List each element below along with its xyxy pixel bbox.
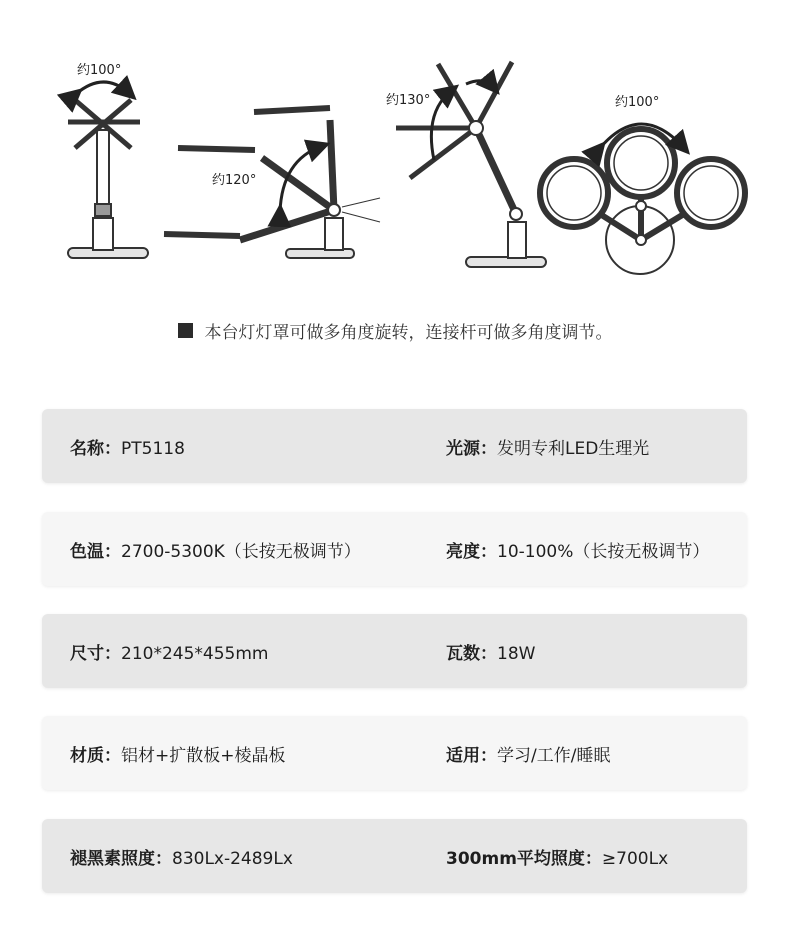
angle-label-4: 约100° bbox=[615, 95, 660, 110]
spec-right-cell: 瓦数：18W bbox=[446, 643, 536, 664]
feature-caption bbox=[0, 318, 790, 343]
spec-left-cell: 名称：PT5118 bbox=[70, 438, 185, 459]
spec-row-color-temperature bbox=[42, 512, 747, 586]
spec-right-cell: 光源：发明专利LED生理光 bbox=[446, 438, 650, 459]
caption-text: 本台灯灯罩可做多角度旋转，连接杆可做多角度调节。 bbox=[204, 323, 613, 343]
spec-row-material bbox=[42, 716, 747, 790]
spec-left-cell: 褪黑素照度：830Lx-2489Lx bbox=[70, 848, 293, 869]
spec-right-cell: 300mm平均照度：≥700Lx bbox=[446, 848, 669, 869]
angle-label-3: 约130° bbox=[386, 93, 431, 108]
bullet-square-icon bbox=[178, 323, 193, 338]
diagram-canvas bbox=[0, 0, 790, 290]
spec-left-cell: 尺寸：210*245*455mm bbox=[70, 643, 269, 664]
lamp-arm-rotation-diagram bbox=[164, 108, 380, 258]
spec-row-name bbox=[42, 409, 747, 483]
angle-diagrams bbox=[0, 0, 790, 290]
spec-row-size bbox=[42, 614, 747, 688]
spec-left-cell: 材质：铝材+扩散板+棱晶板 bbox=[70, 745, 286, 766]
lamp-topview-rotation-diagram bbox=[540, 124, 745, 274]
spec-left-cell: 色温：2700-5300K（长按无极调节） bbox=[70, 541, 361, 562]
spec-right-cell: 亮度：10-100%（长按无极调节） bbox=[446, 541, 710, 562]
spec-right-cell: 适用：学习/工作/睡眠 bbox=[446, 745, 611, 766]
spec-row-melatonin-illuminance bbox=[42, 819, 747, 893]
angle-label-2: 约120° bbox=[212, 173, 257, 188]
lamp-head-rotation-diagram bbox=[68, 82, 148, 258]
angle-label-1: 约100° bbox=[77, 63, 122, 78]
